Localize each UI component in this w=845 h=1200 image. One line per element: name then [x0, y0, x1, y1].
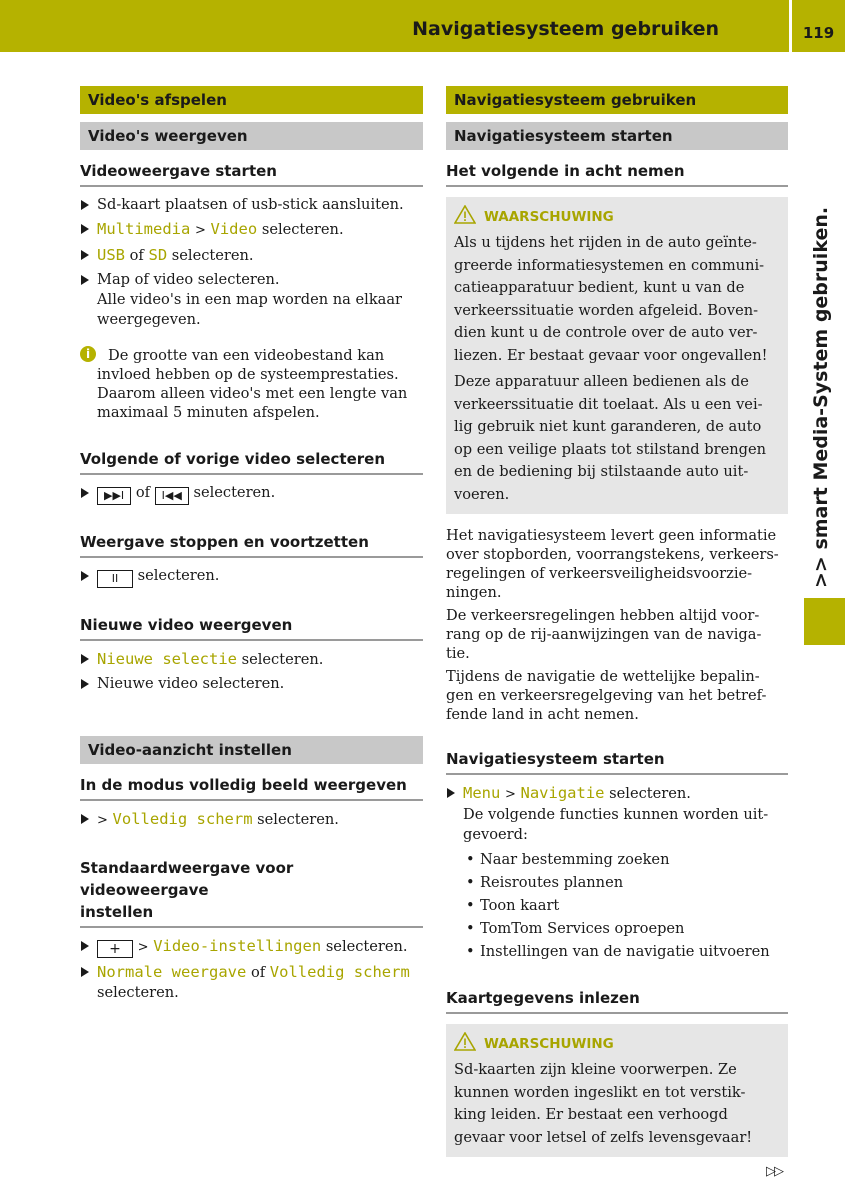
step-text: selecteren. [171, 247, 254, 264]
paragraph-line: regelingen of verkeersveiligheidsvoorzie- [446, 565, 753, 582]
bullet-item: • Instellingen van de navigatie uitvoeren [446, 940, 788, 963]
info-icon: i [80, 346, 96, 362]
page-number: 119 [802, 24, 835, 42]
warning-line: lig gebruik niet kunt garanderen, de auto [454, 418, 762, 435]
section-bar-videos-weergeven: Video's weergeven [80, 122, 423, 150]
warning-line: dien kunt u de controle over de auto ver- [454, 324, 758, 341]
heading-videoweergave-starten: Videoweergave starten [80, 160, 423, 187]
heading-volledig-beeld: In de modus volledig beeld weergeven [80, 774, 423, 801]
header-bar [0, 0, 789, 52]
info-text: maximaal 5 minuten afspelen. [97, 404, 320, 421]
heading-acht-nemen: Het volgende in acht nemen [446, 160, 788, 187]
warning-line: gevaar voor letsel of zelfs levensgevaar! [454, 1128, 753, 1146]
section-bar-videos-afspelen: Video's afspelen [80, 86, 423, 114]
arrow-separator: > [194, 223, 206, 238]
heading-line: instellen [80, 903, 154, 921]
paragraph-line: De verkeersregelingen hebben altijd voor- [446, 607, 760, 624]
heading-nieuwe-video: Nieuwe video weergeven [80, 614, 423, 641]
step-text: gevoerd: [463, 826, 528, 843]
warning-label: WAARSCHUWING [484, 209, 614, 225]
step-text: selecteren. [609, 785, 691, 802]
menu-nieuwe-selectie: Nieuwe selectie [97, 650, 237, 668]
step-display-mode [80, 962, 423, 1003]
step-text: selecteren. [241, 651, 324, 668]
section-bar-video-aanzicht: Video-aanzicht instellen [80, 736, 423, 764]
warning-line: voeren. [454, 485, 510, 503]
warning-label: WAARSCHUWING [484, 1036, 614, 1052]
bullet-item: • Naar bestemming zoeken [446, 848, 788, 871]
step-select-source [80, 245, 423, 266]
warning-heading [454, 1032, 780, 1057]
info-note [80, 346, 423, 422]
menu-multimedia: Multimedia [97, 220, 191, 238]
right-column [446, 86, 788, 1157]
step-select-video [80, 219, 423, 241]
menu-menu: Menu [463, 784, 501, 802]
step-fullscreen [80, 809, 423, 831]
menu-volledig-scherm: Volledig scherm [269, 963, 410, 981]
warning-line: Deze apparatuur alleen bedienen als de [454, 373, 749, 390]
conjunction: of [129, 247, 144, 264]
heading-volgende-vorige: Volgende of vorige video selecteren [80, 448, 423, 475]
warning-box-driving [446, 197, 788, 514]
heading-weergave-stoppen: Weergave stoppen en voortzetten [80, 531, 423, 558]
warning-triangle-icon [454, 1032, 476, 1057]
arrow-separator: > [97, 813, 108, 828]
heading-standaardweergave [80, 857, 423, 928]
paragraph-line: gen en verkeersregelgeving van het betref- [446, 687, 767, 704]
bullet-item: • Toon kaart [446, 894, 788, 917]
menu-usb: USB [97, 246, 125, 264]
warning-line: king leiden. Er bestaat een verhoogd [454, 1106, 728, 1123]
paragraph-regulations [446, 667, 788, 724]
conjunction: of [250, 964, 266, 981]
warning-line: liezen. Er bestaat gevaar voor ongevallen! [454, 346, 768, 364]
next-track-button-icon: ▶▶I [97, 487, 131, 505]
menu-video-instellingen: Video-instellingen [153, 937, 322, 955]
step-text: selecteren. [257, 811, 339, 828]
warning-line: Als u tijdens het rijden in de auto geïnte- [454, 234, 757, 251]
step-text: selecteren. [137, 567, 220, 584]
section-bar-navigatiesysteem-gebruiken: Navigatiesysteem gebruiken [446, 86, 788, 114]
paragraph-line: fende land in acht nemen. [446, 706, 639, 723]
step-text: Alle video's in een map worden na elkaar [97, 291, 403, 308]
warning-line: greerde informatiesystemen en communi- [454, 256, 765, 274]
step-text: selecteren. [325, 938, 408, 955]
step-new-selection [80, 649, 423, 670]
paragraph-line: ningen. [446, 584, 502, 601]
warning-triangle-icon [454, 205, 476, 230]
heading-kaartgegevens: Kaartgegevens inlezen [446, 987, 788, 1014]
warning-line: kunnen worden ingeslikt en tot verstik- [454, 1083, 746, 1101]
step-text: selecteren. [261, 221, 344, 238]
previous-track-button-icon: I◀◀ [155, 487, 189, 505]
step-text: Nieuwe video selecteren. [97, 675, 285, 692]
menu-normale-weergave: Normale weergave [97, 963, 247, 981]
page-number-box [792, 0, 845, 52]
bullet-item: • TomTom Services oproepen [446, 917, 788, 940]
warning-paragraph-2 [454, 371, 780, 506]
paragraph-line: rang op de rij-aanwijzingen van de naviga- [446, 626, 762, 643]
heading-navigatiesysteem-starten: Navigatiesysteem starten [446, 748, 788, 775]
step-insert-media [80, 195, 423, 215]
paragraph-no-info [446, 526, 788, 602]
paragraph-precedence [446, 606, 788, 663]
bullet-item: • Reisroutes plannen [446, 871, 788, 894]
menu-volledig-scherm: Volledig scherm [112, 810, 253, 828]
side-section-label: >> smart Media-System gebruiken. [810, 206, 832, 588]
step-text: weergegeven. [97, 311, 201, 328]
paragraph-line: over stopborden, voorrangstekens, verkeers- [446, 546, 779, 563]
menu-video: Video [210, 220, 258, 238]
conjunction: of [135, 484, 151, 501]
plus-button-icon: + [97, 940, 133, 958]
step-text: selecteren. [193, 484, 276, 501]
info-text: De grootte van een videobestand kan [108, 347, 385, 364]
warning-box-sd-cards [446, 1024, 788, 1157]
step-text: Sd-kaart plaatsen of usb-stick aansluiten. [97, 196, 404, 213]
continue-arrows: ▷▷ [766, 1164, 782, 1179]
heading-line: Standaardweergave voor videoweergave [80, 859, 294, 899]
paragraph-line: Tijdens de navigatie de wettelijke bepalin- [446, 668, 760, 685]
step-video-settings [80, 936, 423, 958]
step-text: De volgende functies kunnen worden uit- [463, 806, 769, 823]
warning-line: verkeerssituatie worden afgeleid. Boven- [454, 301, 759, 319]
paragraph-line: tie. [446, 645, 470, 662]
step-select-new-video [80, 674, 423, 694]
warning-paragraph-1 [454, 232, 780, 367]
left-column [80, 86, 423, 1003]
arrow-separator: > [137, 940, 149, 955]
step-pause [80, 566, 423, 588]
step-open-navigation [446, 783, 788, 845]
arrow-separator: > [504, 787, 516, 802]
step-skip-track [80, 483, 423, 505]
warning-line: en de bediening bij stilstaande auto uit- [454, 463, 749, 480]
menu-navigatie: Navigatie [520, 784, 605, 802]
info-text: Daarom alleen video's met een lengte van [97, 385, 408, 402]
step-text: Map of video selecteren. [97, 271, 280, 288]
warning-line: catieapparatuur bedient, kunt u van de [454, 279, 745, 296]
warning-line: verkeerssituatie dit toelaat. Als u een vei- [454, 395, 763, 413]
warning-line: Sd-kaarten zijn kleine voorwerpen. Ze [454, 1061, 737, 1078]
section-bar-navigatiesysteem-starten: Navigatiesysteem starten [446, 122, 788, 150]
warning-heading [454, 205, 780, 230]
pause-button-icon: II [97, 570, 133, 588]
section-tab-marker [804, 598, 845, 645]
menu-sd: SD [148, 246, 168, 264]
step-text: selecteren. [97, 984, 179, 1001]
info-text: invloed hebben op de systeemprestaties. [97, 366, 399, 383]
paragraph-line: Het navigatiesysteem levert geen informatie [446, 527, 777, 544]
step-select-folder [80, 270, 423, 330]
page-title: Navigatiesysteem gebruiken [412, 18, 719, 40]
warning-line: op een veilige plaats tot stilstand brengen [454, 440, 766, 458]
